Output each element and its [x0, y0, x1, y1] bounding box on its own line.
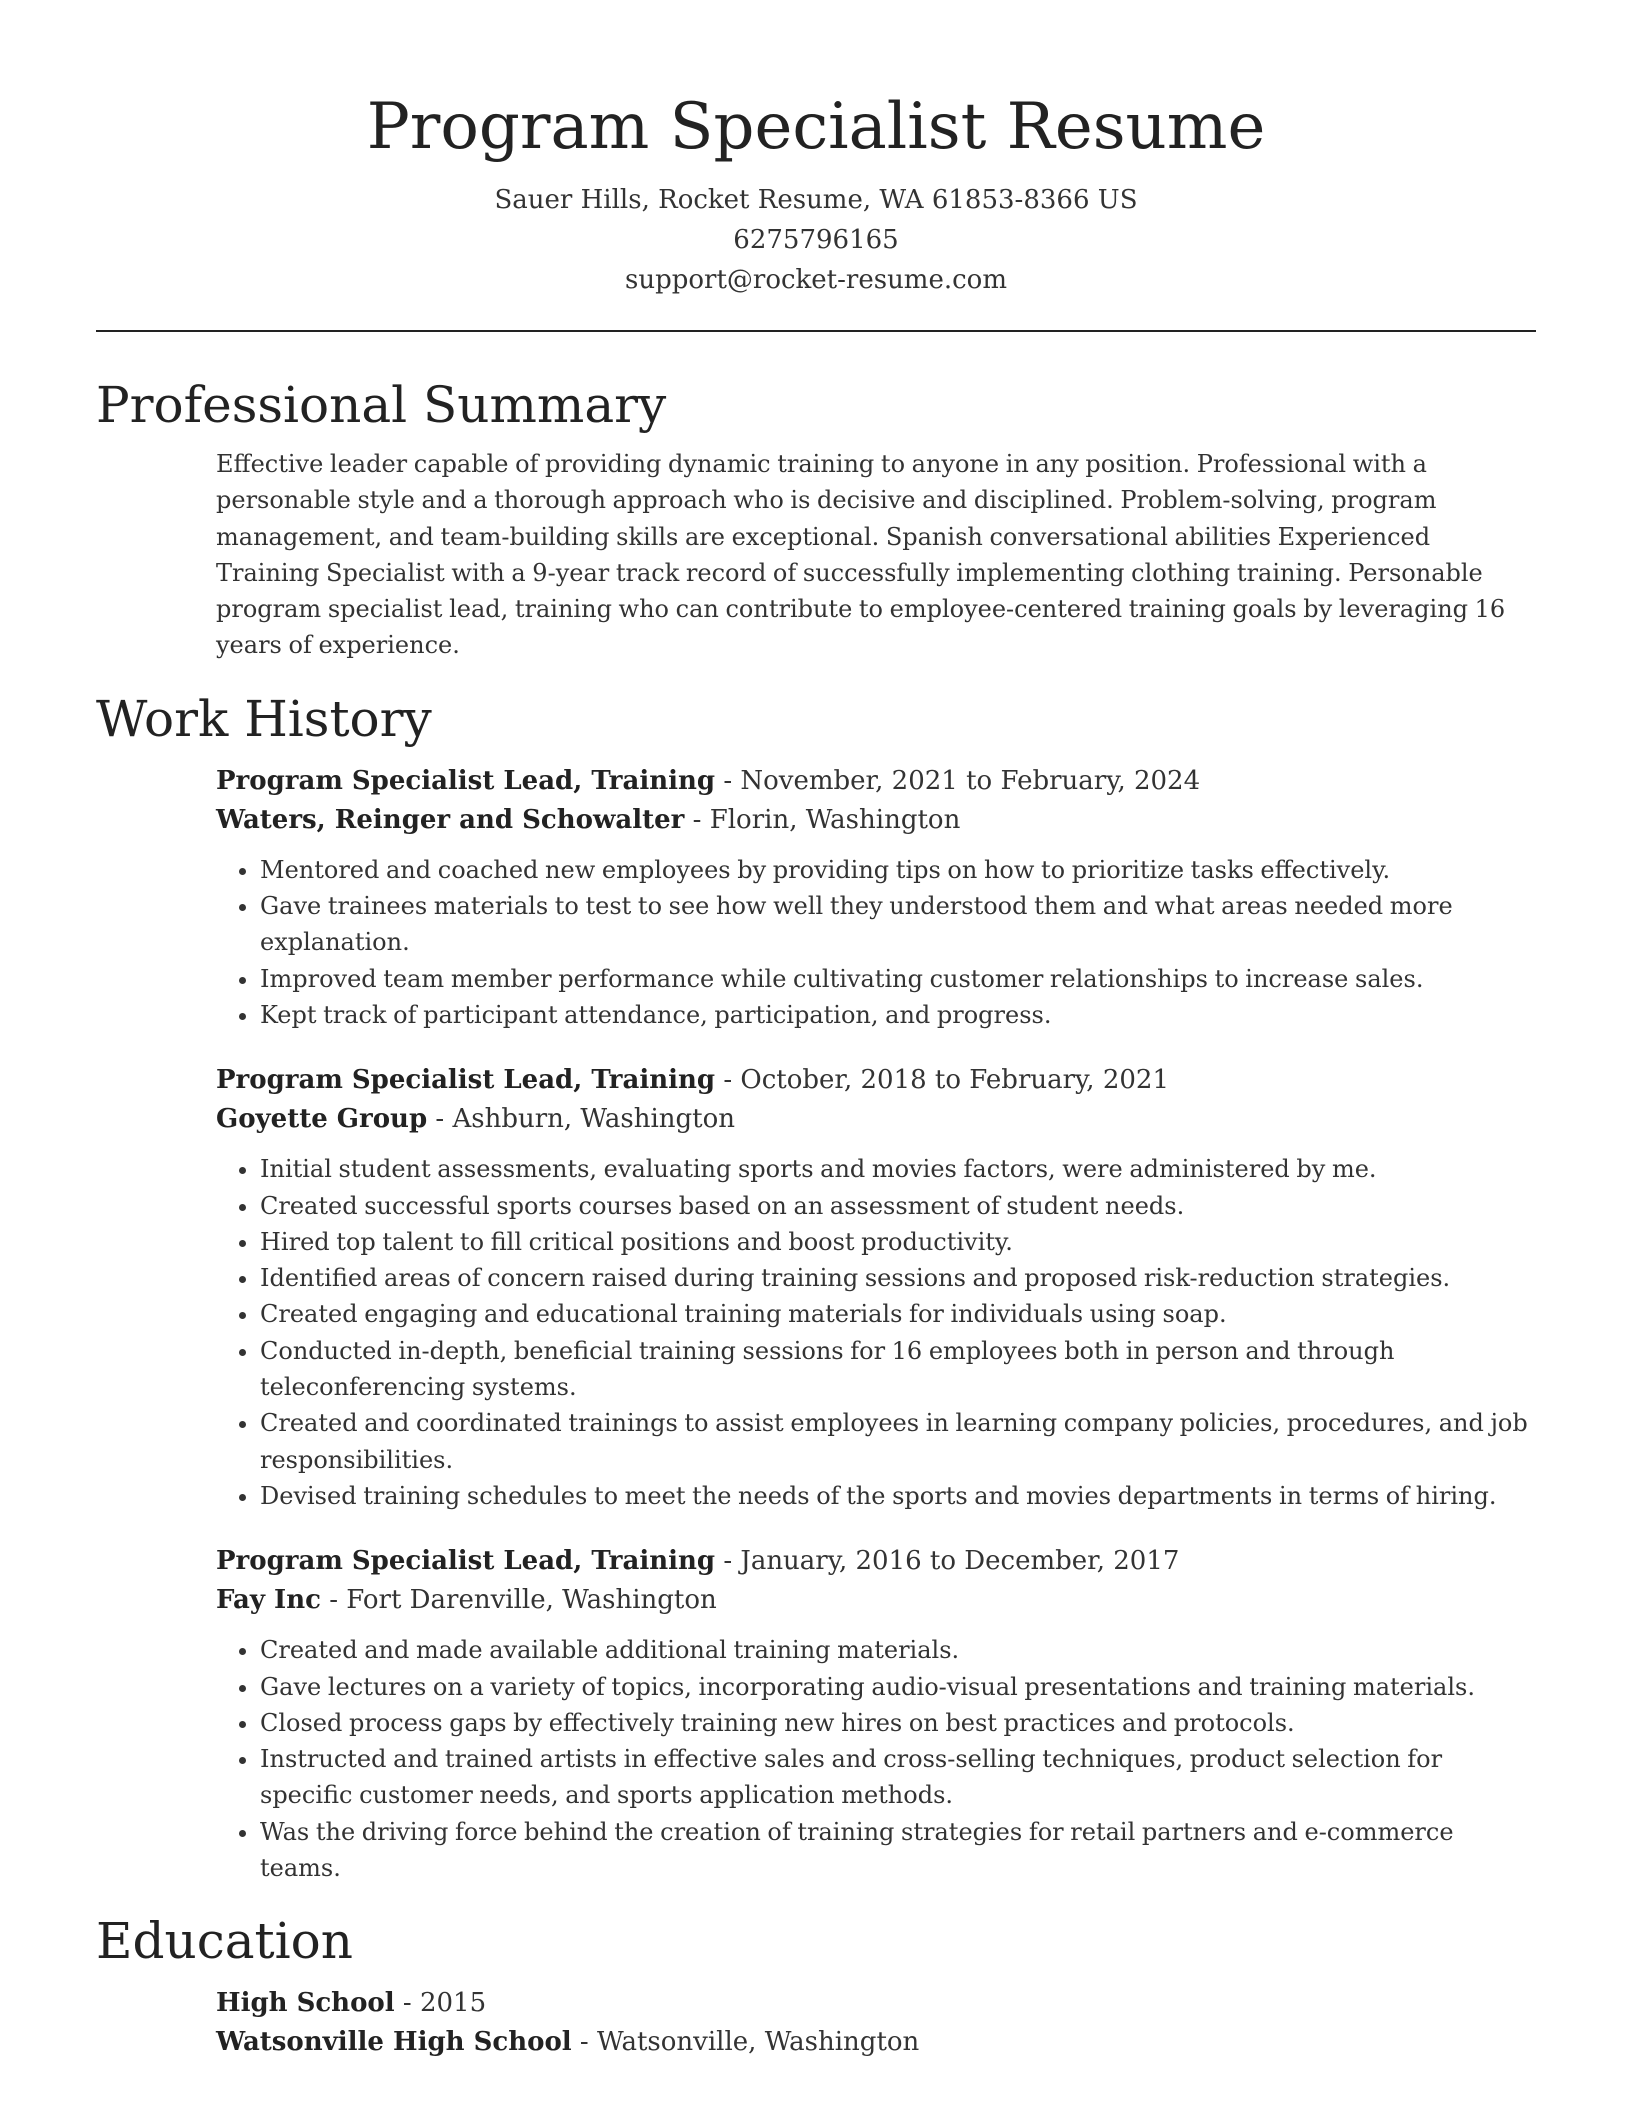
education-degree: High School	[216, 1988, 395, 2019]
job-bullet: • Identified areas of concern raised during training sessions and proposed risk-reduction strategies.	[260, 1260, 1536, 1296]
job-company-line	[216, 801, 1536, 840]
job-company: Goyette Group	[216, 1104, 428, 1135]
jobs-list	[216, 762, 1536, 1887]
job-role: Program Specialist Lead, Training	[216, 1065, 716, 1096]
job-dates: - October, 2018 to February, 2021	[715, 1065, 1169, 1096]
job-entry	[216, 1542, 1536, 1886]
job-bullet: • Conducted in-depth, beneficial training sessions for 16 employees both in person and through teleconferencing systems.	[260, 1333, 1536, 1406]
job-bullet: • Created engaging and educational training materials for individuals using soap.	[260, 1296, 1536, 1332]
education-entry	[216, 1984, 1536, 2062]
job-title-line	[216, 1061, 1536, 1100]
education-heading: Education	[96, 1912, 353, 1971]
job-bullets	[216, 1632, 1536, 1886]
job-bullet: • Created and made available additional training materials.	[260, 1632, 1536, 1668]
contact-phone: 6275796165	[733, 225, 899, 255]
education-location: - Watsonville, Washington	[571, 2027, 920, 2058]
header-divider	[96, 330, 1536, 332]
job-bullet: • Instructed and trained artists in effective sales and cross-selling techniques, product selection for specific customer needs, and sports application methods.	[260, 1741, 1536, 1814]
summary-section	[96, 372, 1536, 664]
education-school: Watsonville High School	[216, 2027, 572, 2058]
resume-header	[96, 0, 1536, 300]
job-bullet: • Created successful sports courses based on an assessment of student needs.	[260, 1188, 1536, 1224]
education-year: - 2015	[394, 1988, 487, 2019]
job-company: Fay Inc	[216, 1585, 321, 1616]
job-role: Program Specialist Lead, Training	[216, 1546, 716, 1577]
summary-text: Effective leader capable of providing dynamic training to anyone in any position. Professional with a personable style and a thorough approach who is decisive and disciplined. Problem-solving, program management, and team-building skills are exceptional. Spanish conversational abilities Experienced Training Specialist with a 9-year track record of successfully implementing clothing training. Personable program specialist lead, training who can contribute to employee-centered training goals by leveraging 16 years of experience.	[216, 450, 1506, 660]
job-dates: - January, 2016 to December, 2017	[715, 1546, 1180, 1577]
job-dates: - November, 2021 to February, 2024	[715, 765, 1201, 796]
resume-page	[96, 0, 1536, 2062]
contact-block	[96, 180, 1536, 300]
job-bullet: • Improved team member performance while cultivating customer relationships to increase sales.	[260, 961, 1536, 997]
job-location: - Florin, Washington	[684, 804, 961, 835]
job-entry	[216, 762, 1536, 1033]
job-bullet: • Gave trainees materials to test to see how well they understood them and what areas needed more explanation.	[260, 888, 1536, 961]
job-bullet: • Mentored and coached new employees by providing tips on how to prioritize tasks effectively.	[260, 852, 1536, 888]
job-bullet: • Closed process gaps by effectively training new hires on best practices and protocols.	[260, 1705, 1536, 1741]
job-bullet: • Kept track of participant attendance, participation, and progress.	[260, 997, 1536, 1033]
job-bullet: • Initial student assessments, evaluating sports and movies factors, were administered by me.	[260, 1151, 1536, 1187]
job-bullets	[216, 1151, 1536, 1514]
job-company-line	[216, 1100, 1536, 1139]
job-location: - Ashburn, Washington	[427, 1104, 736, 1135]
education-degree-line	[216, 1984, 1536, 2023]
work-history-section	[96, 686, 1536, 1887]
summary-heading: Professional Summary	[96, 376, 667, 434]
education-section	[96, 1908, 1536, 2062]
job-bullet: • Gave lectures on a variety of topics, incorporating audio-visual presentations and training materials.	[260, 1669, 1536, 1705]
job-title-line	[216, 1542, 1536, 1581]
contact-email: support@rocket-resume.com	[624, 265, 1007, 295]
job-location: - Fort Darenville, Washington	[320, 1585, 717, 1616]
job-bullet: • Devised training schedules to meet the needs of the sports and movies departments in terms of hiring.	[260, 1478, 1536, 1514]
job-title-line	[216, 762, 1536, 801]
job-bullet: • Hired top talent to fill critical positions and boost productivity.	[260, 1224, 1536, 1260]
job-bullet: • Was the driving force behind the creation of training strategies for retail partners and e-commerce teams.	[260, 1814, 1536, 1887]
work-history-heading: Work History	[96, 689, 432, 748]
resume-title: Program Specialist Resume	[366, 90, 1266, 164]
job-bullets	[216, 852, 1536, 1033]
job-bullet: • Created and coordinated trainings to assist employees in learning company policies, procedures, and job responsibilities.	[260, 1405, 1536, 1478]
job-company-line	[216, 1581, 1536, 1620]
job-entry	[216, 1061, 1536, 1514]
contact-address: Sauer Hills, Rocket Resume, WA 61853-8366 US	[494, 185, 1138, 215]
education-school-line	[216, 2023, 1536, 2062]
job-company: Waters, Reinger and Schowalter	[216, 804, 685, 835]
job-role: Program Specialist Lead, Training	[216, 765, 716, 796]
